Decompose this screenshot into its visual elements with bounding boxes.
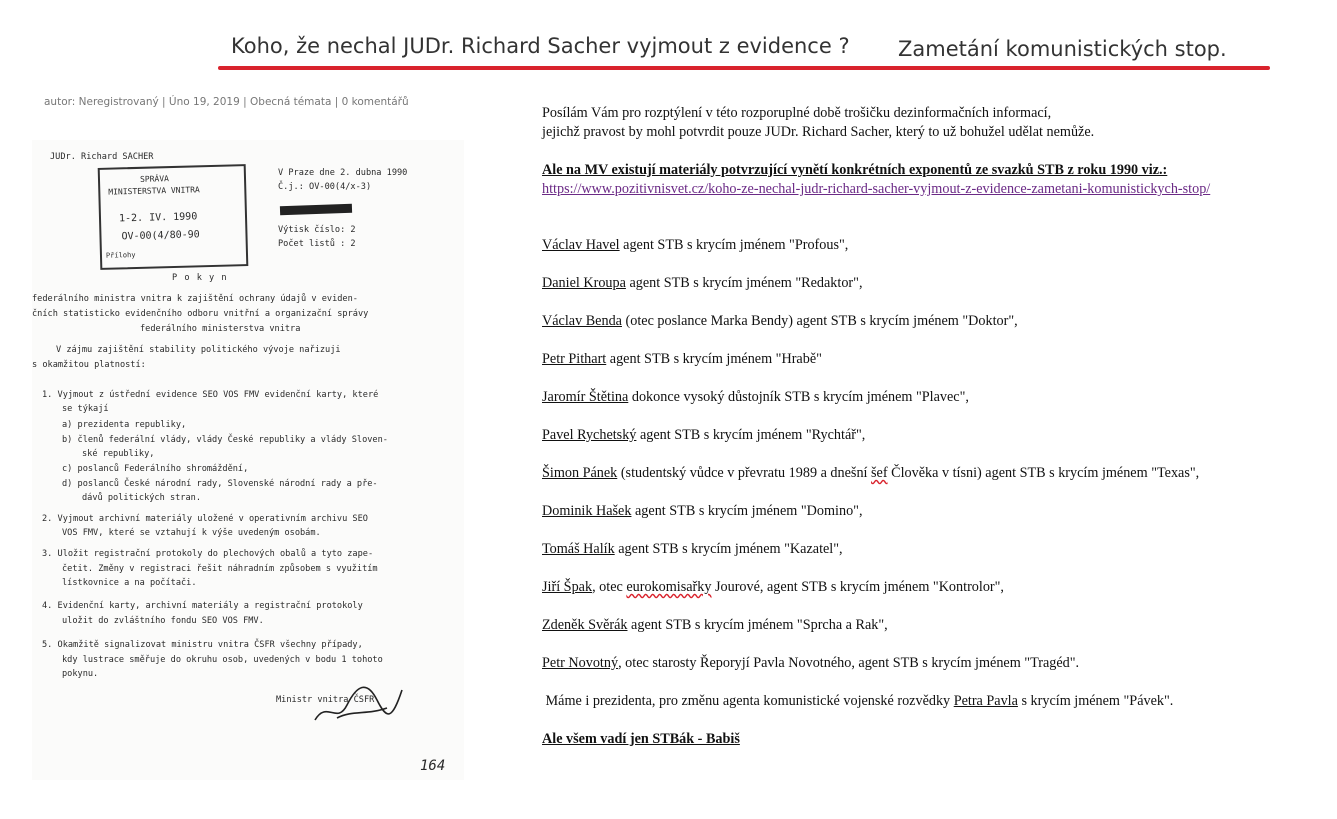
meta-separator: | (331, 96, 342, 108)
author-link[interactable]: Neregistrovaný (78, 96, 159, 108)
scan-ref: Č.j.: OV-00(4/x-3) (278, 182, 372, 192)
scan-point-2a: 2. Vyjmout archivní materiály uložené v operativním archivu SEO (42, 514, 368, 524)
source-link[interactable]: https://www.pozitivnisvet.cz/koho-ze-nechal-judr-richard-sacher-vyjmout-z-evidence-zametani-komunistickych-stop/ (542, 181, 1211, 197)
stamp-line2: MINISTERSTVA VNITRA (108, 185, 200, 197)
scan-intro-5: s okamžitou platností: (32, 360, 146, 370)
agent-item (542, 351, 822, 368)
agent-item (542, 427, 865, 444)
agent-name[interactable]: Václav Havel (542, 237, 620, 253)
agent-item (542, 237, 848, 254)
meta-separator: | (239, 96, 251, 108)
stamp-date: 1-2. IV. 1990 (118, 211, 198, 225)
scan-point-5a: 5. Okamžitě signalizovat ministru vnitra ČSFR všechny případy, (42, 640, 363, 650)
agent-text: agent STB s krycím jménem "Rychtář", (636, 427, 866, 443)
agent-text: Jourové, agent STB s krycím jménem "Kontrolor", (711, 579, 1004, 595)
stamp-line1: SPRÁVA (139, 174, 170, 184)
scan-intro-1: federálního ministra vnitra k zajištění ochrany údajů v eviden- (32, 294, 358, 304)
scan-point-1c: a) prezidenta republiky, (62, 420, 187, 430)
agent-text: agent STB s krycím jménem "Domino", (631, 503, 863, 519)
agent-item (542, 275, 863, 292)
agent-text: (studentský vůdce v převratu 1989 a dnešní (617, 465, 872, 481)
scan-signatory: Ministr vnitra ČSFR (276, 695, 375, 705)
agent-text: agent STB s krycím jménem "Hrabě" (606, 351, 822, 367)
scan-sheets: Počet listů : 2 (278, 239, 356, 249)
agent-text: agent STB s krycím jménem "Redaktor", (625, 275, 863, 291)
agent-item (542, 389, 969, 406)
agent-item (542, 313, 1018, 330)
stamp-label: Přílohy (105, 250, 136, 260)
category-link[interactable]: Obecná témata (250, 96, 332, 108)
scan-point-1a: 1. Vyjmout z ústřední evidence SEO VOS FMV evidenční karty, které (42, 390, 379, 400)
stamp-ref: OV-00(4/80-90 (121, 229, 200, 243)
agent-text: agent STB s krycím jménem "Profous", (619, 237, 849, 253)
intro-line-2: jejichž pravost by mohl potvrdit pouze JUDr. Richard Sacher, který to už bohužel udělat nemůže. (542, 124, 1095, 140)
scan-point-1d: b) členů federální vlády, vlády České republiky a vlády Sloven- (62, 435, 388, 445)
agent-name[interactable]: Šimon Pánek (542, 465, 618, 481)
agent-name[interactable]: Daniel Kroupa (542, 275, 626, 291)
title-underline (218, 66, 1270, 70)
scan-intro-2: čních statisticko evidenčního odboru vnitřní a organizační správy (32, 309, 369, 319)
agent-text: dokonce vysoký důstojník STB s krycím jménem "Plavec", (628, 389, 969, 405)
scan-intro-3: federálního ministerstva vnitra (140, 324, 301, 334)
agent-item (542, 579, 1004, 596)
agent-item (542, 465, 1199, 482)
scan-point-4b: uložit do zvláštního fondu SEO VOS FMV. (62, 616, 264, 626)
president-text: s krycím jménem "Pávek". (1017, 693, 1174, 709)
agent-text: , otec (592, 579, 627, 595)
meta-prefix: autor: (44, 96, 79, 108)
agent-item (542, 617, 888, 634)
registry-stamp (98, 164, 249, 270)
president-text: Máme i prezidenta, pro změnu agenta komunistické vojenské rozvědky (542, 693, 954, 709)
agent-name[interactable]: Václav Benda (542, 313, 622, 329)
agent-name[interactable]: Petr Novotný (542, 655, 619, 671)
scan-point-5b: kdy lustrace směřuje do okruhu osob, uvedených v bodu 1 tohoto (62, 655, 383, 665)
agent-text: Člověka v tísni) agent STB s krycím jménem "Texas", (887, 465, 1200, 481)
spellcheck-word: šef (871, 465, 888, 481)
agent-name[interactable]: Tomáš Halík (542, 541, 615, 557)
agent-item (542, 655, 1079, 672)
agent-name[interactable]: Zdeněk Svěrák (542, 617, 628, 633)
agent-name[interactable]: Dominik Hašek (542, 503, 632, 519)
article-body (542, 104, 1322, 199)
agent-item (542, 541, 843, 558)
scan-point-4a: 4. Evidenční karty, archivní materiály a registrační protokoly (42, 601, 363, 611)
meta-separator: | (158, 96, 169, 108)
scan-point-5c: pokynu. (62, 669, 99, 679)
agent-item (542, 503, 863, 520)
agent-name[interactable]: Jiří Špak (542, 579, 593, 595)
post-meta (44, 96, 409, 108)
scan-point-1b: se týkají (62, 404, 109, 414)
scan-point-2b: VOS FMV, které se vztahují k výše uvedeným osobám. (62, 528, 321, 538)
agent-name[interactable]: Petr Pithart (542, 351, 607, 367)
signature-scribble (307, 670, 407, 730)
article-title: Koho, že nechal JUDr. Richard Sacher vyjmout z evidence ? (231, 34, 850, 58)
agent-text: (otec poslance Marka Bendy) agent STB s krycím jménem "Doktor", (621, 313, 1018, 329)
scan-heading: P o k y n (172, 273, 228, 283)
intro-line-1: Posílám Vám pro rozptýlení v této rozporuplné době trošičku dezinformačních informací, (542, 105, 1052, 121)
scanned-document (32, 140, 464, 780)
scan-point-1g: d) poslanců České národní rady, Slovenské národní rady a pře- (62, 479, 378, 489)
scan-point-1h: dávů politických stran. (82, 493, 201, 503)
post-date: Úno 19, 2019 (168, 96, 240, 108)
closing-statement: Ale všem vadí jen STBák - Babiš (542, 731, 740, 747)
agent-text: agent STB s krycím jménem "Sprcha a Rak", (627, 617, 888, 633)
lead-statement: Ale na MV existují materiály potvrzující vynětí konkrétních exponentů ze svazků STB z roku 1990 viz.: (542, 162, 1168, 178)
president-item (542, 693, 1173, 710)
agent-text: , otec starosty Řeporyjí Pavla Novotného, agent STB s krycím jménem "Tragéd". (618, 655, 1080, 671)
scan-place-date: V Praze dne 2. dubna 1990 (278, 168, 408, 178)
scan-intro-4: V zájmu zajištění stability politického vývoje nařizuji (56, 345, 341, 355)
scan-point-3a: 3. Uložit registrační protokoly do plechových obalů a tyto zape- (42, 549, 374, 559)
article-subtitle: Zametání komunistických stop. (898, 37, 1227, 61)
article-title-bar (218, 34, 1270, 68)
scan-point-3c: lístkovnice a na počítači. (62, 578, 197, 588)
agent-text: agent STB s krycím jménem "Kazatel", (614, 541, 843, 557)
agent-name[interactable]: Pavel Rychetský (542, 427, 637, 443)
comments-link[interactable]: 0 komentářů (341, 96, 409, 108)
agent-name[interactable]: Jaromír Štětina (542, 389, 629, 405)
scan-copy-no: Výtisk číslo: 2 (278, 225, 356, 235)
president-name[interactable]: Petra Pavla (953, 693, 1018, 709)
spellcheck-word: eurokomisařky (626, 579, 712, 595)
scan-point-3b: četit. Změny v registraci řešit náhradním způsobem s využitím (62, 564, 378, 574)
scan-header-name: JUDr. Richard SACHER (50, 152, 154, 162)
redaction-bar (280, 204, 352, 216)
scan-point-1e: ské republiky, (82, 449, 155, 459)
scan-point-1f: c) poslanců Federálního shromáždění, (62, 464, 249, 474)
scan-page-number: 164 (420, 758, 446, 774)
